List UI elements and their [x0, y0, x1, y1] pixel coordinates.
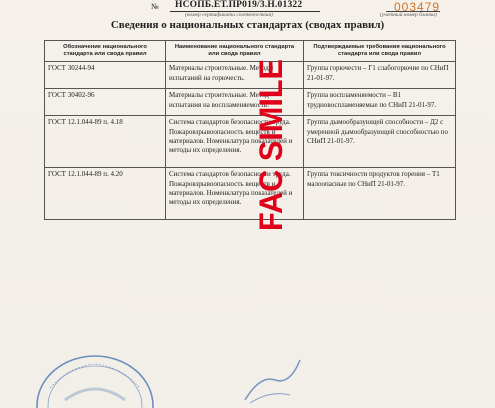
cell-name: Материалы строительные. Методы испытаний на горючесть. [166, 62, 304, 89]
column-header-name: Наименование национального стандарта или свода правил [166, 41, 304, 62]
form-number-caption: (учетный номер бланка) [380, 12, 437, 18]
number-sign: № [151, 2, 159, 11]
certificate-header [0, 0, 495, 20]
table-row [45, 116, 456, 168]
signature-mark [240, 355, 310, 405]
table-header-row [45, 41, 456, 62]
page-title: Сведения о национальных стандартах (сводах правил) [110, 19, 385, 31]
form-number: 003479 [394, 0, 441, 14]
official-seal [30, 348, 160, 408]
cell-name: Система стандартов безопасности труда. Пожаровзрывоопасность веществ и материалов. Номенклатура показателей и методы их определения. [166, 168, 304, 220]
column-header-designation: Обозначение национального стандарта или свода правил [45, 41, 166, 62]
cell-name: Система стандартов безопасности труда. Пожаровзрывоопасность веществ и материалов. Номенклатура показателей и методы их определения. [166, 116, 304, 168]
table-row [45, 62, 456, 89]
table-row [45, 89, 456, 116]
cell-name: Материалы строительные. Метод испытания на воспламеняемость. [166, 89, 304, 116]
cell-requirement: Группа токсичности продуктов горения – Т1 малоопасные по СНиП 21-01-97. [304, 168, 456, 220]
cell-designation: ГОСТ 30244-94 [45, 62, 166, 89]
standards-table [44, 40, 456, 220]
column-header-requirement: Подтверждаемые требования национального стандарта или свода правил [304, 41, 456, 62]
fac-simile-watermark [253, 51, 302, 235]
watermark-text: FAC SIMILE [253, 51, 289, 231]
cell-requirement: Группа горючести – Г1 слабогорючие по СНиП 21-01-97. [304, 62, 456, 89]
cell-designation: ГОСТ 12.1.044-89 п. 4.18 [45, 116, 166, 168]
cell-designation: ГОСТ 30402-96 [45, 89, 166, 116]
cell-requirement: Группа дымообразующей способности – Д2 с умеренной дымообразующей способностью по СНиП 21-01-97. [304, 116, 456, 168]
table-row [45, 168, 456, 220]
cell-designation: ГОСТ 12.1.044-89 п. 4.20 [45, 168, 166, 220]
certificate-number: НСОПБ.ЕТ.ПР019/3.Н.01322 [175, 0, 303, 10]
cell-requirement: Группа воспламеняемости – В1 трудновоспламеняемые по СНиП 21-01-97. [304, 89, 456, 116]
certificate-number-caption: (номер сертификата соответствия) [185, 12, 273, 18]
